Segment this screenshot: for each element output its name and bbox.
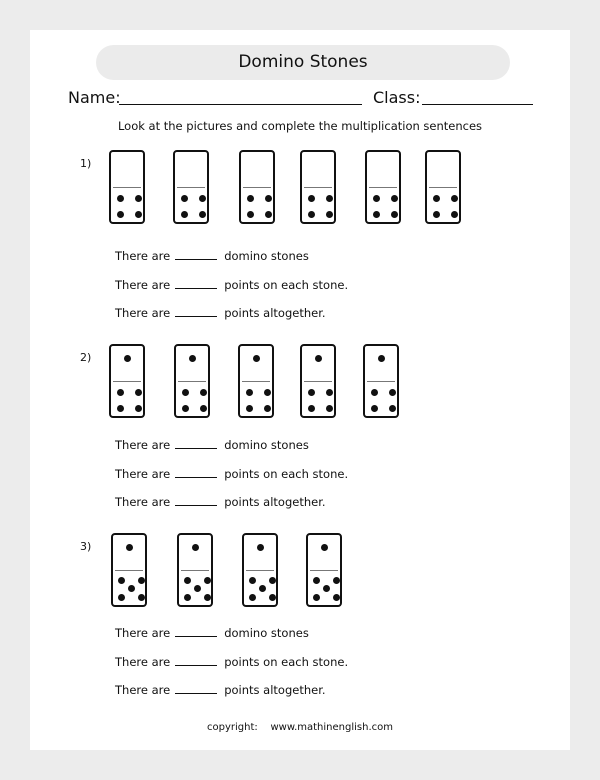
sentence-suffix: points on each stone. bbox=[224, 277, 349, 292]
domino-pip bbox=[118, 594, 125, 601]
answer-blank[interactable] bbox=[175, 495, 217, 506]
domino-pip bbox=[264, 405, 271, 412]
sentence-prefix: There are bbox=[115, 277, 171, 292]
domino-pip bbox=[333, 594, 340, 601]
domino-pip bbox=[264, 389, 271, 396]
domino-divider bbox=[246, 570, 274, 571]
sentence-suffix: points altogether. bbox=[224, 683, 326, 697]
sentence-prefix: There are bbox=[115, 249, 171, 263]
domino-divider bbox=[178, 381, 206, 382]
domino-pip bbox=[323, 585, 330, 592]
domino-divider bbox=[304, 187, 332, 188]
domino-pip bbox=[257, 544, 264, 551]
domino-pip bbox=[451, 195, 458, 202]
domino-stone bbox=[239, 150, 275, 224]
question-number: 2) bbox=[80, 351, 92, 364]
domino-pip bbox=[184, 594, 191, 601]
sentence-prefix: There are bbox=[115, 438, 171, 452]
answer-blank[interactable] bbox=[175, 438, 217, 449]
domino-pip bbox=[321, 544, 328, 551]
domino-pip bbox=[451, 211, 458, 218]
sentence-line bbox=[115, 278, 348, 292]
domino-pip bbox=[247, 211, 254, 218]
domino-pip bbox=[433, 195, 440, 202]
domino-divider bbox=[243, 187, 271, 188]
sentence-suffix: domino stones bbox=[224, 626, 309, 640]
domino-pip bbox=[269, 594, 276, 601]
domino-pip bbox=[265, 211, 272, 218]
sentence-suffix: points on each stone. bbox=[224, 654, 349, 669]
domino-pip bbox=[371, 389, 378, 396]
sentence-suffix: domino stones bbox=[224, 438, 309, 452]
question-number: 1) bbox=[80, 157, 92, 170]
sentence-suffix: points altogether. bbox=[224, 495, 326, 509]
domino-pip bbox=[135, 211, 142, 218]
domino-divider bbox=[367, 381, 395, 382]
domino-pip bbox=[135, 405, 142, 412]
domino-pip bbox=[326, 211, 333, 218]
sentence-suffix: points on each stone. bbox=[224, 466, 349, 481]
domino-pip bbox=[135, 389, 142, 396]
domino-stone bbox=[109, 150, 145, 224]
domino-pip bbox=[204, 577, 211, 584]
domino-pip bbox=[124, 355, 131, 362]
domino-pip bbox=[246, 405, 253, 412]
domino-stone bbox=[425, 150, 461, 224]
domino-pip bbox=[199, 195, 206, 202]
domino-divider bbox=[310, 570, 338, 571]
domino-pip bbox=[371, 405, 378, 412]
domino-pip bbox=[308, 211, 315, 218]
answer-blank[interactable] bbox=[175, 626, 217, 637]
domino-pip bbox=[194, 585, 201, 592]
domino-pip bbox=[265, 195, 272, 202]
page-title: Domino Stones bbox=[96, 45, 510, 80]
sentence-prefix: There are bbox=[115, 306, 171, 320]
domino-pip bbox=[192, 544, 199, 551]
domino-pip bbox=[389, 389, 396, 396]
answer-blank[interactable] bbox=[175, 278, 217, 289]
domino-stone bbox=[111, 533, 147, 607]
domino-stone bbox=[238, 344, 274, 418]
domino-stone bbox=[300, 150, 336, 224]
question-number: 3) bbox=[80, 540, 92, 553]
domino-divider bbox=[369, 187, 397, 188]
domino-pip bbox=[315, 355, 322, 362]
sentence-suffix: points altogether. bbox=[224, 306, 326, 320]
class-field-line[interactable] bbox=[422, 104, 533, 105]
sentence-line bbox=[115, 626, 309, 640]
answer-blank[interactable] bbox=[175, 306, 217, 317]
domino-pip bbox=[126, 544, 133, 551]
answer-blank[interactable] bbox=[175, 467, 217, 478]
instruction-text: Look at the pictures and complete the multiplication sentences bbox=[117, 119, 483, 133]
domino-pip bbox=[117, 389, 124, 396]
domino-pip bbox=[259, 585, 266, 592]
answer-blank[interactable] bbox=[175, 683, 217, 694]
domino-pip bbox=[308, 405, 315, 412]
domino-pip bbox=[182, 405, 189, 412]
domino-pip bbox=[117, 405, 124, 412]
domino-stone bbox=[306, 533, 342, 607]
domino-pip bbox=[138, 577, 145, 584]
name-field-line[interactable] bbox=[119, 104, 362, 105]
domino-pip bbox=[326, 389, 333, 396]
domino-pip bbox=[249, 577, 256, 584]
domino-pip bbox=[128, 585, 135, 592]
sentence-prefix: There are bbox=[115, 654, 171, 669]
domino-pip bbox=[247, 195, 254, 202]
domino-divider bbox=[304, 381, 332, 382]
domino-stone bbox=[109, 344, 145, 418]
sentence-line bbox=[115, 495, 326, 509]
sentence-line bbox=[115, 655, 348, 669]
domino-stone bbox=[300, 344, 336, 418]
domino-divider bbox=[177, 187, 205, 188]
domino-stone bbox=[363, 344, 399, 418]
sentence-suffix: domino stones bbox=[224, 249, 309, 263]
domino-pip bbox=[378, 355, 385, 362]
domino-pip bbox=[246, 389, 253, 396]
footer bbox=[0, 722, 600, 733]
copyright-label: copyright: bbox=[207, 722, 258, 733]
sentence-prefix: There are bbox=[115, 626, 171, 640]
sentence-prefix: There are bbox=[115, 495, 171, 509]
sentence-line bbox=[115, 438, 309, 452]
domino-pip bbox=[249, 594, 256, 601]
domino-pip bbox=[138, 594, 145, 601]
sentence-line bbox=[115, 306, 326, 320]
domino-pip bbox=[117, 211, 124, 218]
sentence-prefix: There are bbox=[115, 683, 171, 697]
domino-divider bbox=[113, 187, 141, 188]
sentence-prefix: There are bbox=[115, 466, 171, 481]
answer-blank[interactable] bbox=[175, 655, 217, 666]
domino-pip bbox=[308, 195, 315, 202]
domino-pip bbox=[199, 211, 206, 218]
domino-pip bbox=[308, 389, 315, 396]
domino-divider bbox=[242, 381, 270, 382]
domino-stone bbox=[242, 533, 278, 607]
domino-pip bbox=[117, 195, 124, 202]
domino-pip bbox=[135, 195, 142, 202]
domino-divider bbox=[181, 570, 209, 571]
domino-pip bbox=[189, 355, 196, 362]
domino-pip bbox=[118, 577, 125, 584]
domino-pip bbox=[326, 195, 333, 202]
domino-pip bbox=[373, 195, 380, 202]
domino-pip bbox=[204, 594, 211, 601]
sentence-line bbox=[115, 467, 348, 481]
domino-pip bbox=[200, 405, 207, 412]
domino-pip bbox=[391, 195, 398, 202]
domino-pip bbox=[181, 195, 188, 202]
domino-stone bbox=[177, 533, 213, 607]
sentence-line bbox=[115, 249, 309, 263]
domino-pip bbox=[389, 405, 396, 412]
domino-pip bbox=[182, 389, 189, 396]
domino-pip bbox=[433, 211, 440, 218]
domino-divider bbox=[115, 570, 143, 571]
domino-pip bbox=[253, 355, 260, 362]
sentence-line bbox=[115, 683, 326, 697]
name-label: Name: bbox=[68, 88, 121, 107]
class-label: Class: bbox=[373, 88, 421, 107]
domino-pip bbox=[326, 405, 333, 412]
domino-stone bbox=[173, 150, 209, 224]
answer-blank[interactable] bbox=[175, 249, 217, 260]
domino-pip bbox=[313, 594, 320, 601]
domino-stone bbox=[365, 150, 401, 224]
domino-pip bbox=[313, 577, 320, 584]
domino-divider bbox=[429, 187, 457, 188]
domino-divider bbox=[113, 381, 141, 382]
domino-pip bbox=[200, 389, 207, 396]
domino-pip bbox=[269, 577, 276, 584]
domino-pip bbox=[184, 577, 191, 584]
domino-pip bbox=[373, 211, 380, 218]
domino-stone bbox=[174, 344, 210, 418]
domino-pip bbox=[181, 211, 188, 218]
domino-pip bbox=[333, 577, 340, 584]
domino-pip bbox=[391, 211, 398, 218]
website-link[interactable]: www.mathinenglish.com bbox=[270, 722, 393, 733]
